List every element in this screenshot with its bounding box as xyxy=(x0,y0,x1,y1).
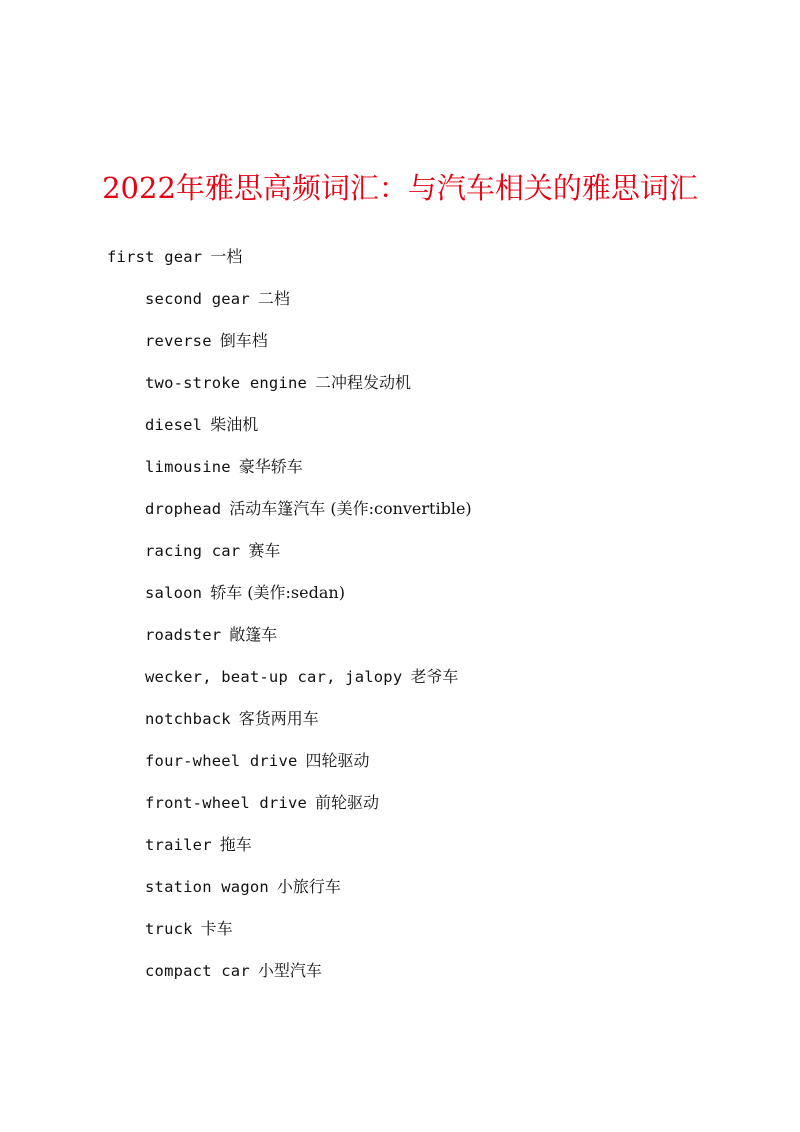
page-title: 2022年雅思高频词汇：与汽车相关的雅思词汇 xyxy=(102,171,698,205)
chinese-translation: 赛车 xyxy=(248,541,281,560)
chinese-translation: 小旅行车 xyxy=(276,877,341,896)
list-item xyxy=(0,320,800,362)
chinese-translation: 小型汽车 xyxy=(257,961,322,980)
english-term: roadster xyxy=(145,626,222,644)
list-item xyxy=(0,236,800,278)
list-item xyxy=(0,614,800,656)
english-term: station wagon xyxy=(145,878,269,896)
english-term: notchback xyxy=(145,710,231,728)
chinese-translation: 活动车篷汽车 (美作:convertible) xyxy=(229,499,472,518)
chinese-translation: 二冲程发动机 xyxy=(315,373,412,392)
chinese-translation: 倒车档 xyxy=(219,331,268,350)
list-item xyxy=(0,656,800,698)
english-term: drophead xyxy=(145,500,222,518)
english-term: trailer xyxy=(145,836,212,854)
english-term: compact car xyxy=(145,962,250,980)
english-term: wecker, beat-up car, jalopy xyxy=(145,668,403,686)
english-term: saloon xyxy=(145,584,203,602)
english-term: first gear xyxy=(107,248,203,266)
english-term: racing car xyxy=(145,542,241,560)
list-item xyxy=(0,530,800,572)
chinese-translation: 轿车 (美作:sedan) xyxy=(210,583,345,602)
chinese-translation: 卡车 xyxy=(200,919,233,938)
chinese-translation: 拖车 xyxy=(219,835,252,854)
chinese-translation: 客货两用车 xyxy=(238,709,319,728)
chinese-translation: 敞篷车 xyxy=(229,625,278,644)
english-term: limousine xyxy=(145,458,231,476)
english-term: two-stroke engine xyxy=(145,374,308,392)
list-item xyxy=(0,782,800,824)
english-term: second gear xyxy=(145,290,250,308)
chinese-translation: 一档 xyxy=(210,247,243,266)
list-item xyxy=(0,740,800,782)
chinese-translation: 前轮驱动 xyxy=(315,793,380,812)
vocabulary-list xyxy=(0,236,800,992)
list-item xyxy=(0,908,800,950)
list-item xyxy=(0,572,800,614)
list-item xyxy=(0,278,800,320)
list-item xyxy=(0,362,800,404)
chinese-translation: 老爷车 xyxy=(410,667,459,686)
list-item xyxy=(0,698,800,740)
english-term: diesel xyxy=(145,416,203,434)
chinese-translation: 四轮驱动 xyxy=(305,751,370,770)
list-item xyxy=(0,488,800,530)
list-item xyxy=(0,866,800,908)
list-item xyxy=(0,446,800,488)
chinese-translation: 豪华轿车 xyxy=(238,457,303,476)
chinese-translation: 二档 xyxy=(257,289,290,308)
english-term: reverse xyxy=(145,332,212,350)
list-item xyxy=(0,950,800,992)
english-term: front-wheel drive xyxy=(145,794,308,812)
english-term: truck xyxy=(145,920,193,938)
list-item xyxy=(0,824,800,866)
list-item xyxy=(0,404,800,446)
english-term: four-wheel drive xyxy=(145,752,298,770)
chinese-translation: 柴油机 xyxy=(210,415,259,434)
